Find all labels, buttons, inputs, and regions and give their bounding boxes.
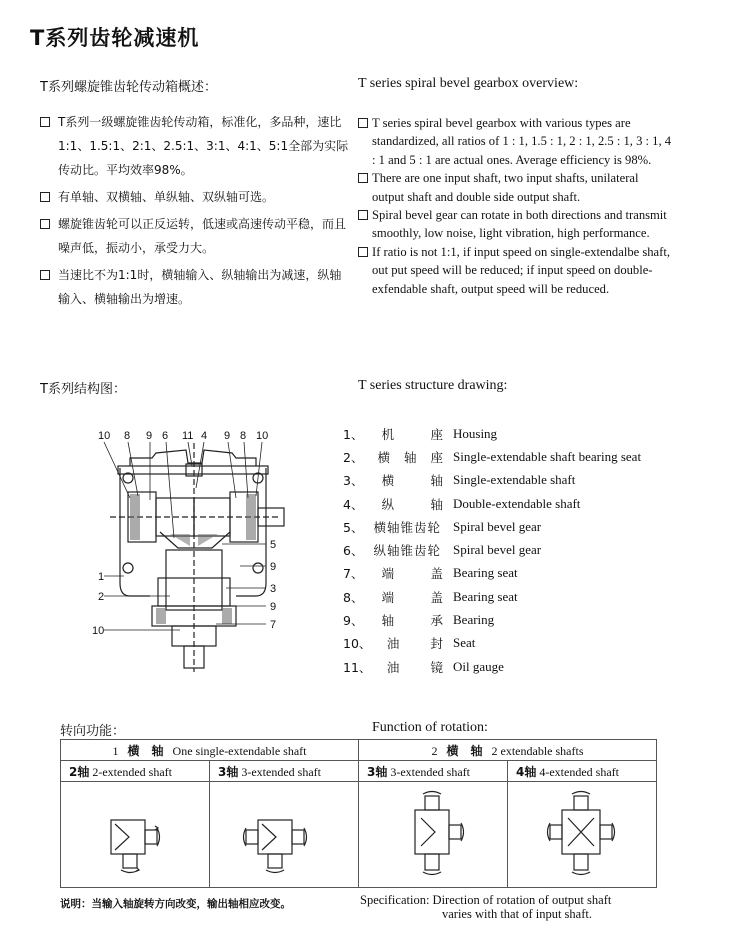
callout-top-1: 10 — [98, 430, 111, 442]
cn-item-2: 有单轴、双横轴、单纵轴、双纵轴可选。 — [40, 185, 350, 209]
callout-top-5: 11 — [182, 430, 194, 442]
part-row: 4、 纵 轴 Double-extendable shaft — [343, 495, 581, 512]
rotation-note-cn: 说明：当输入轴旋转方向改变，输出轴相应改变。 — [60, 898, 291, 910]
callout-top-2: 8 — [124, 430, 131, 442]
part-row: 2、 横 轴 座 Single-extendable shaft bearing seat — [343, 448, 642, 465]
callout-right-2: 9 — [270, 561, 277, 573]
callout-left-2: 2 — [98, 591, 105, 603]
part-row: 1、 机 座 Housing — [343, 425, 498, 442]
checkbox-icon — [40, 270, 50, 280]
en-item-4: If ratio is not 1:1, if input speed on single-extendalbe shaft, out put speed will be reduced; if input speed on double-exfendable shaft, output speed will be reduced. — [358, 243, 673, 298]
rotation-diagram-4 — [508, 782, 657, 888]
structure-cn-heading: T系列结构图： — [40, 382, 126, 397]
callout-top-9: 10 — [256, 430, 269, 442]
callout-top-6: 4 — [201, 430, 208, 442]
part-row: 8、 端 盖 Bearing seat — [343, 588, 518, 605]
part-row: 9、 轴 承 Bearing — [343, 612, 495, 629]
en-item-3: Spiral bevel gear can rotate in both directions and transmit smoothly, low noise, light vibration, high performance. — [358, 206, 673, 243]
part-row: 5、 横轴锥齿轮 Spiral bevel gear — [343, 518, 542, 535]
gearbox-structure-drawing — [90, 428, 300, 673]
callout-top-8: 8 — [240, 430, 247, 442]
en-item-1: T series spiral bevel gearbox with various types are standardized, all ratios of 1 : 1, 1.5 : 1, 2 : 1, 2.5 : 1, 3 : 1, 4 : 1 and 5 : 1 are actual ones. Average efficiency is 98%. — [358, 114, 673, 169]
col-header-2: 3轴 3-extended shaft — [210, 761, 359, 782]
part-row: 7、 端 盖 Bearing seat — [343, 565, 518, 582]
rotation-diagram-2 — [210, 782, 359, 888]
callout-left-3: 10 — [92, 625, 105, 637]
callout-right-3: 3 — [270, 583, 277, 595]
rotation-en-heading: Function of rotation: — [372, 720, 488, 735]
part-row: 6、 纵轴锥齿轮 Spiral bevel gear — [343, 542, 542, 559]
checkbox-icon — [40, 117, 50, 127]
part-row: 3、 横 轴 Single-extendable shaft — [343, 472, 576, 489]
gearbox-3-shaft-icon — [210, 782, 358, 884]
page-title: T系列齿轮减速机 — [30, 26, 200, 50]
en-item-2: There are one input shaft, two input shafts, unilateral output shaft and double side output shaft. — [358, 169, 673, 206]
callout-top-4: 6 — [162, 430, 169, 442]
callout-top-3: 9 — [146, 430, 153, 442]
rotation-diagram-3 — [359, 782, 508, 888]
gearbox-2-shaft-icon — [61, 782, 209, 884]
rotation-cn-heading: 转向功能： — [60, 724, 126, 739]
overview-cn-heading: T系列螺旋锥齿轮传动箱概述： — [40, 80, 217, 95]
rotation-note-en: Specification: Direction of rotation of output shaft varies with that of input shaft. — [360, 893, 612, 921]
checkbox-icon — [358, 210, 368, 220]
overview-en-list — [358, 114, 673, 298]
rotation-table — [60, 739, 657, 888]
overview-cn-list — [40, 110, 350, 314]
overview-en-heading: T series spiral bevel gearbox overview: — [358, 76, 579, 91]
structure-en-heading: T series structure drawing: — [358, 378, 508, 393]
parts-list — [343, 422, 683, 678]
checkbox-icon — [358, 173, 368, 183]
callout-right-4: 9 — [270, 601, 277, 613]
gearbox-3-shaft-vertical-icon — [359, 782, 507, 884]
checkbox-icon — [40, 192, 50, 202]
group-2-header: 2 横 轴 2 extendable shafts — [359, 740, 657, 761]
rotation-diagram-1 — [61, 782, 210, 888]
col-header-1: 2轴 2-extended shaft — [61, 761, 210, 782]
group-1-header: 1 横 轴 One single-extendable shaft — [61, 740, 359, 761]
callout-right-5: 7 — [270, 619, 277, 631]
col-header-3: 3轴 3-extended shaft — [359, 761, 508, 782]
gearbox-4-shaft-icon — [508, 782, 656, 884]
callout-top-7: 9 — [224, 430, 231, 442]
callout-right-1: 5 — [270, 539, 277, 551]
callout-left-1: 1 — [98, 571, 105, 583]
part-row: 10、 油 封 Seat — [343, 635, 476, 652]
part-row: 11、 油 镜 Oil gauge — [343, 658, 504, 675]
cn-item-3: 螺旋锥齿轮可以正反运转，低速或高速传动平稳，而且噪声低，振动小，承受力大。 — [40, 212, 350, 260]
checkbox-icon — [358, 118, 368, 128]
checkbox-icon — [40, 219, 50, 229]
checkbox-icon — [358, 247, 368, 257]
cn-item-1: T系列一级螺旋锥齿轮传动箱，标准化，多品种，速比1:1、1.5:1、2:1、2.5:1、3:1、4:1、5:1全部为实际传动比。平均效率98%。 — [40, 110, 350, 182]
cn-item-4: 当速比不为1:1时，横轴输入、纵轴输出为减速，纵轴输入、横轴输出为增速。 — [40, 263, 350, 311]
col-header-4: 4轴 4-extended shaft — [508, 761, 657, 782]
